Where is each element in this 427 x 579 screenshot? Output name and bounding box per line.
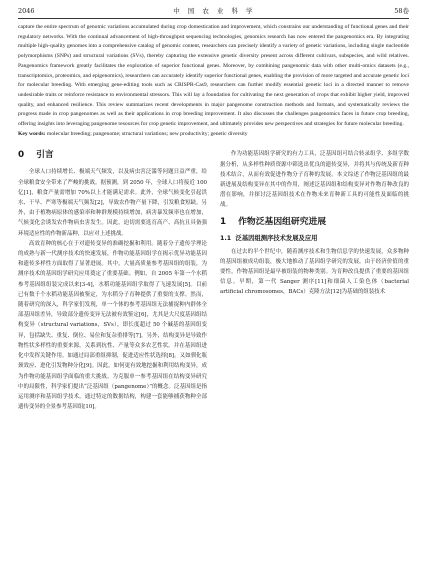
- body-columns: [18, 149, 409, 412]
- journal-title: 中 国 农 业 科 学: [173, 7, 256, 15]
- section1-paragraph: 在过去的半个世纪中，随着测序技术和生物信息学的快速发展，众多物种的基因组被成功组装，极大地推动了基因组学研究的发展。由于经济价值的重要性，作物基因组是最早被组装的物种类别。为育种改良提供了重要的基因组信息。早期，第一代 Sanger 测序[11]和细菌人工染色体（bacterial artificial chromosomes，BACs）克隆方法[12]为基础的组装技术: [220, 248, 409, 296]
- abstract-text: capture the entire spectrum of genomic variations accumulated during crop domestication and improvement, which constrains our understanding of functional genes and their regulatory networks. With the continual advancement of high-throughput sequencing technologies, genomics research has now entered the pangenomics era. By integrating multiple high-quality genomes into a comprehensive catalog of genomic content, researchers can precisely identify a variety of genetic variations, including single nucleotide polymorphisms (SNPs) and structural variations (SVs), thereby capturing the extensive genetic diversity present across different cultivars, subspecies, and wild relatives. Pangenomics framework greatly facilitates the exploration of superior functional genes. Moreover, by combining pangenomic data with other multi-omics datasets (e.g., transcriptomics, proteomics, and epigenomics), researchers can accurately identify superior functional genes, enabling the provision of more targeted and accurate genetic loci for molecular breeding. With emerging gene-editing tools such as CRISPR-Cas9, researchers can further modify essential genetic loci in a directed manner to remove undesirable traits or reinforce resistance to environmental stressors. This will lay a foundation for cultivating the next generation of crops that exhibit higher yield, improved quality, and enhanced resilience. This review summarizes recent developments in major pangenome construction methods and formats, and systematically reviews the progress made in crop pangenomes as well as their applications in crop breeding improvement. It also discusses the challenges pangenomics faces in future crop breeding, offering insights into leveraging pangenome resources for crop genetic improvement, and ultimately provides new perspectives and strategies for future molecular breeding.: [18, 24, 409, 128]
- section-heading-progress: 1 作物泛基因组研究进展: [220, 216, 327, 227]
- keywords-label: Key words:: [18, 130, 46, 137]
- intro-paragraph-2: 高效育种的核心在于对遗传变异的准确挖掘和利用。随着分子遗传学理论的成熟与新一代测序技术的快速发展，作物功能基因组学在揭示优异功能基因和遗传多样性方面取得了显著进展。其中，大量高质量参考基因组的组装，为测序技术的基因组学研究应用奠定了重要基础。例如，自 2005 年第一个水稻参考基因组组装完成以来[3-4]，水稻功能基因组学取得了飞速发展[5]。目前已有数千个水稻功能基因被鉴定，为水稻分子育种提供了重要的支撑。然而，随着研究的深入，科学家们发现，单一个体的参考基因组无法捕捉种内群体全部基因组差异，导致部分遗传变异无法被有效鉴定[6]，尤其是大尺度基因组结构变异（structural variations，SVs），即长度超过 50 个碱基的基因组变异，包括缺失、重复、倒位、易位和复杂重排等[7]。另外，结构变异是导致作物性状多样性的重要来源，关系到抗性、产量等众多农艺性状。并在基因组进化中发挥关键作用。如通过局部重组抑制，促进适应性状选择[8]。又如驯化瓶颈效应、进化引发物种分化[9]。因此，如何更有效地挖掘和利用结构变异，成为作物功能基因组学面临的重大挑战。为克服单一参考基因组在结构变异研究中的局限性，科学家们提出“泛基因组（pangenome）”的概念。泛基因组是指运用测序和基因组学技术，通过特定的数据结构，构建一套能够捕获物种全部遗传变异的全景参考基因组[10]。: [18, 240, 207, 411]
- running-header: [18, 6, 409, 18]
- header-divider: [18, 18, 409, 19]
- volume-label: 58卷: [394, 7, 409, 15]
- keywords: [18, 130, 409, 140]
- subsection-heading: 1.1 泛基因组测序技术发展及应用: [220, 234, 318, 242]
- section-heading-introduction: 0 引言: [18, 150, 54, 161]
- right-column: [220, 149, 409, 412]
- left-column: [18, 149, 207, 412]
- intro-paragraph-3: 作为功能基因组学研究的有力工具，泛基因组可结合转录组学、多组学数据分析，从多样性种质资源中筛选出优良的遗传变异，并将其与传统及新育种技术结合，从而有效促进作物分子育种的发展。本文综述了作物泛基因组的最新进展及结构变异在其中的作用，阐述泛基因组和结构变异对作物育种改良的潜在影响，并探讨泛基因组技术在作物未来育种新工具的可能性及面临的挑战。: [220, 151, 409, 209]
- keywords-text: molecular breeding; pangenome; structural variations; new productivity; genetic diversity: [45, 130, 248, 137]
- intro-paragraph-1: 全球人口持续增长、极端天气频发，以及病虫害泛滥等问题日益严重，给全球粮食安全带来了严峻的挑战。据预测，到 2050 年，全球人口将接近 100 亿[1]，粮食产量需增加 70%以上才能满足需求。此外，全球气候变化引起洪水、干旱、严寒等极端天气频发[2]，导致农作物产量下降，引发粮食短缺。另外，由于植物病原体的感染率和种群规模持续增加，病害暴发频率也在增加，气候变化会诱发农作物病虫害发生。因此，迫切需要选育高产、高抗且具备强环境适应性的作物新品种，以应对上述挑战。: [18, 169, 207, 237]
- page-number: 2046: [18, 7, 35, 15]
